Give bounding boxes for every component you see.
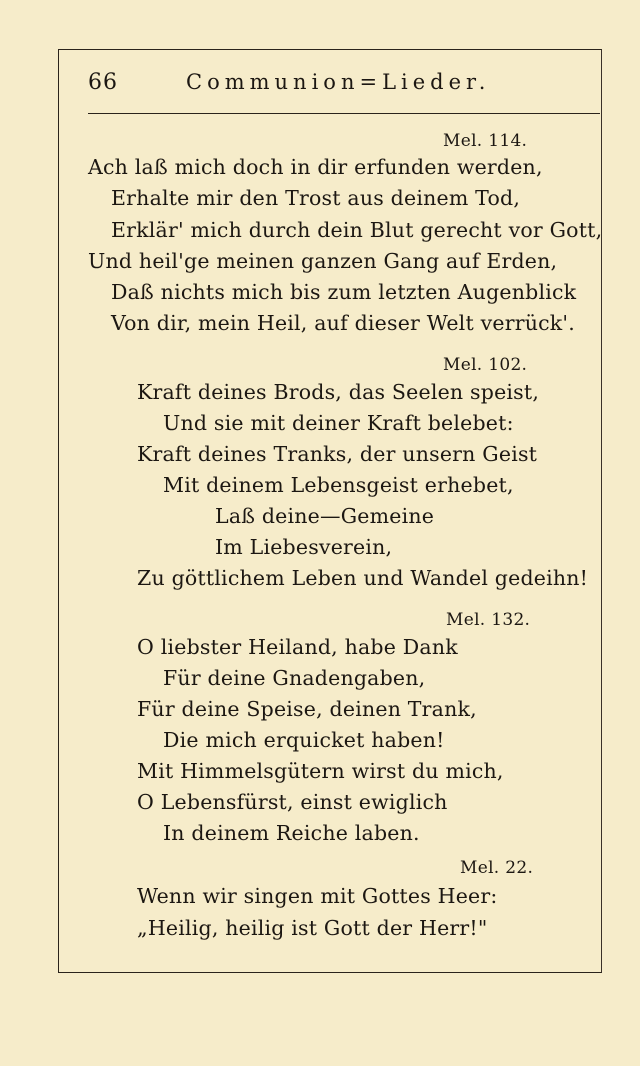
verse-line: Von dir, mein Heil, auf dieser Welt verrück'. xyxy=(111,311,575,335)
verse-line: „Heilig, heilig ist Gott der Herr!" xyxy=(137,916,488,940)
verse-line: Laß deine—Gemeine xyxy=(215,504,435,528)
verse-line: Zu göttlichem Leben und Wandel gedeihn! xyxy=(137,566,589,590)
verse-line: Ach laß mich doch in dir erfunden werden, xyxy=(88,155,543,179)
verse-line: Kraft deines Tranks, der unsern Geist xyxy=(137,442,538,466)
verse-line: Erhalte mir den Trost aus deinem Tod, xyxy=(111,186,521,210)
verse-line: Mit deinem Lebensgeist erhebet, xyxy=(163,473,514,497)
page-number: 66 xyxy=(88,70,118,95)
verse-line: Erklär' mich durch dein Blut gerecht vor Gott, xyxy=(111,218,603,242)
verse-line: Und heil'ge meinen ganzen Gang auf Erden, xyxy=(88,249,558,273)
verse-line: Wenn wir singen mit Gottes Heer: xyxy=(137,884,498,908)
verse-line: Für deine Speise, deinen Trank, xyxy=(137,697,477,721)
verse-line: Im Liebesverein, xyxy=(215,535,393,559)
verse-line: In deinem Reiche laben. xyxy=(163,821,420,845)
verse-line: Daß nichts mich bis zum letzten Augenblick xyxy=(111,280,577,304)
verse-line: Für deine Gnadengaben, xyxy=(163,666,426,690)
melody-reference: Mel. 102. xyxy=(443,355,528,375)
melody-reference: Mel. 114. xyxy=(443,131,528,151)
verse-line: O liebster Heiland, habe Dank xyxy=(137,635,458,659)
running-title: Communion=Lieder. xyxy=(186,70,491,94)
verse-line: Kraft deines Brods, das Seelen speist, xyxy=(137,380,540,404)
header-rule xyxy=(88,113,600,114)
melody-reference: Mel. 132. xyxy=(446,610,531,630)
verse-line: Mit Himmelsgütern wirst du mich, xyxy=(137,759,504,783)
verse-line: Die mich erquicket haben! xyxy=(163,728,445,752)
verse-line: O Lebensfürst, einst ewiglich xyxy=(137,790,448,814)
melody-reference: Mel. 22. xyxy=(460,858,534,878)
verse-line: Und sie mit deiner Kraft belebet: xyxy=(163,411,514,435)
